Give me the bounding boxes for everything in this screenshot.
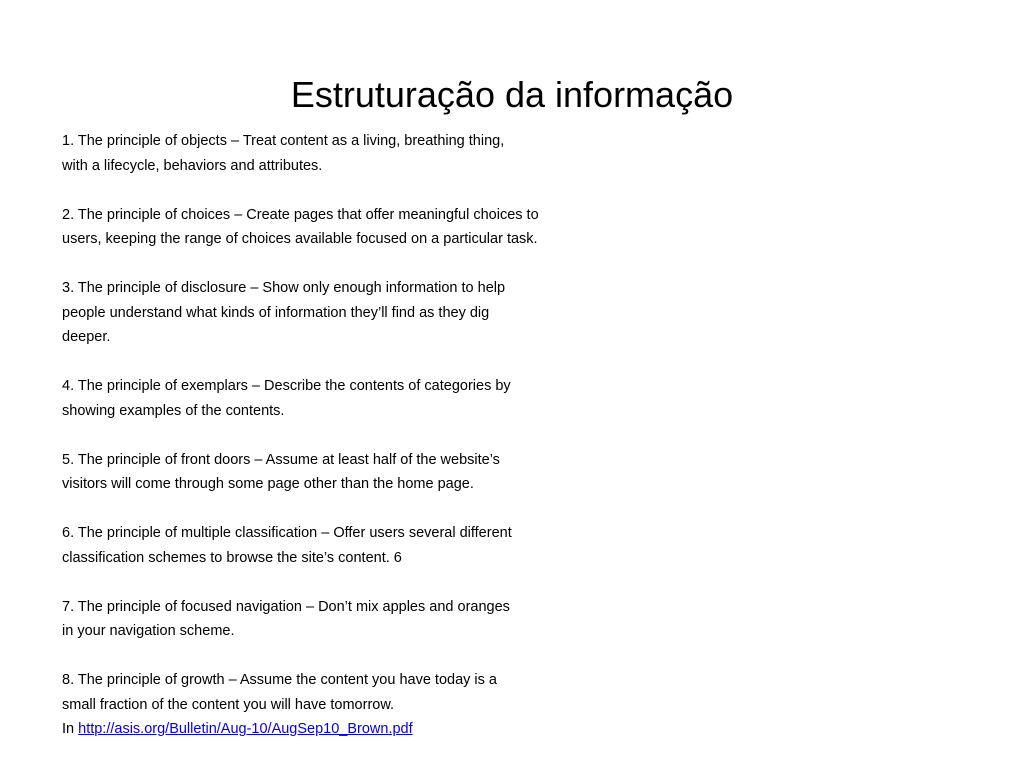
principle-item xyxy=(62,129,622,178)
principle-line: 4. The principle of exemplars – Describe the contents of categories by xyxy=(62,378,511,394)
principle-item xyxy=(62,203,622,252)
principle-line: 3. The principle of disclosure – Show only enough information to help xyxy=(62,280,506,296)
principle-item xyxy=(62,448,622,497)
principle-item xyxy=(62,276,622,350)
principle-item xyxy=(62,521,622,570)
reference-line xyxy=(62,717,622,742)
principle-line: classification schemes to browse the site’s content. 6 xyxy=(62,549,402,566)
principle-item xyxy=(62,374,622,423)
principle-line: 2. The principle of choices – Create pages that offer meaningful choices to xyxy=(62,206,539,223)
principle-item xyxy=(62,668,622,742)
principle-line: with a lifecycle, behaviors and attributes. xyxy=(62,157,323,174)
principle-line: users, keeping the range of choices available focused on a particular task. xyxy=(62,231,538,247)
reference-prefix: In xyxy=(62,721,79,737)
slide-title: Estruturação da informação xyxy=(290,74,734,115)
reference-link[interactable]: http://asis.org/Bulletin/Aug-10/AugSep10_Brown.pdf xyxy=(78,721,413,737)
principle-line: visitors will come through some page other than the home page. xyxy=(62,476,474,492)
principle-line: showing examples of the contents. xyxy=(62,402,285,419)
principle-line: 7. The principle of focused navigation – Don’t mix apples and oranges xyxy=(62,598,510,615)
principle-line: small fraction of the content you will have tomorrow. xyxy=(62,696,395,713)
principle-item xyxy=(62,595,622,644)
principles-list xyxy=(62,129,622,742)
principle-line: 5. The principle of front doors – Assume at least half of the website’s xyxy=(62,451,500,468)
principle-line: 8. The principle of growth – Assume the content you have today is a xyxy=(62,672,497,688)
principle-line: 6. The principle of multiple classification – Offer users several different xyxy=(62,525,512,541)
principle-line: people understand what kinds of information they’ll find as they dig xyxy=(62,304,490,321)
principle-line: deeper. xyxy=(62,329,111,345)
principle-line: in your navigation scheme. xyxy=(62,623,235,639)
principle-line: 1. The principle of objects – Treat content as a living, breathing thing, xyxy=(62,133,505,149)
